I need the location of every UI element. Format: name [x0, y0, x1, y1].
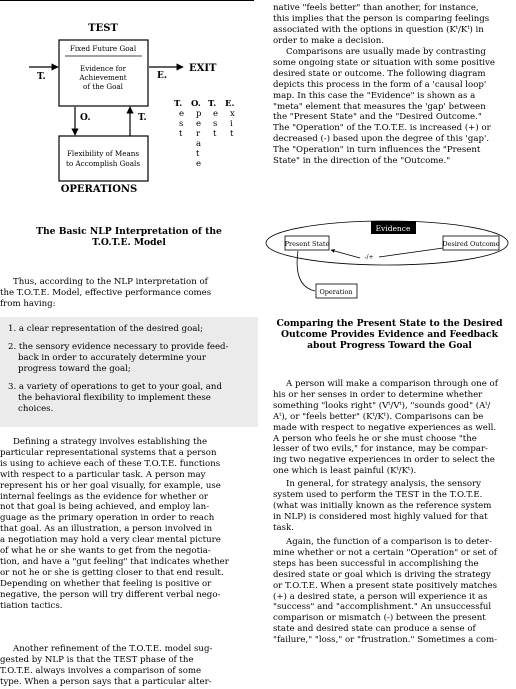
o-label: O.: [80, 113, 91, 123]
test-box-line: Evidence for: [79, 64, 127, 73]
acrostic-letter: t: [196, 149, 200, 159]
acrostic-letter: e: [196, 159, 202, 169]
top-rule: [0, 0, 254, 1]
text-line: native "feels better" than another, for instance,: [273, 3, 479, 13]
test-box-line: Achievement: [79, 73, 127, 82]
test-label: TEST: [88, 23, 118, 34]
t-in-label: T.: [37, 72, 46, 82]
list-item: [0, 342, 258, 375]
text-line: tion, and have a "gut feeling" that indicates whether: [0, 556, 229, 567]
acrostic-head: E.: [225, 99, 235, 109]
gap-arrow-left: [331, 250, 360, 258]
list-item-line: 1. a clear representation of the desired goal;: [8, 324, 204, 334]
text-line: some ongoing state or situation with some positive: [273, 57, 495, 68]
gap-line-right: [379, 248, 443, 257]
left-figure-caption: [0, 226, 258, 248]
strategy-paragraph: [0, 437, 258, 612]
text-line: ing two negative experiences in order to select the: [273, 455, 495, 466]
text-line: system used to perform the TEST in the T.O.T.E.: [273, 489, 483, 500]
text-line: "success" and "accomplishment." An unsuccessful: [273, 602, 492, 613]
text-line: Another refinement of the T.O.T.E. model sug-: [13, 644, 213, 654]
acrostic-letter: e: [196, 119, 202, 129]
text-line: gested by NLP is that the TEST phase of the: [0, 654, 194, 665]
text-line: one which is least painful (Kᵗ/Kᵗ).: [273, 466, 417, 477]
text-line: something "looks right" (Vᵗ/Vᵗ), "sounds good" (Aᵗ/: [273, 400, 491, 411]
list-item: [0, 382, 258, 415]
acrostic-letter: a: [196, 139, 202, 149]
list-item-line: 2. the sensory evidence necessary to provide feed-: [8, 342, 229, 352]
refinement-paragraph: [0, 644, 258, 688]
acrostic-letter: t: [230, 129, 234, 139]
text-line: type. When a person says that a particular alter-: [0, 676, 212, 687]
text-line: the T.O.T.E. Model, effective performance comes: [0, 287, 212, 298]
text-line: Thus, according to the NLP interpretation of: [13, 277, 208, 287]
text-line: particular representational systems that a person: [0, 447, 217, 458]
text-line: negative, the person will try different verbal nego-: [0, 589, 221, 600]
list-item-line: 3. a variety of operations to get to your goal, and: [8, 382, 222, 392]
acrostic-letter: t: [179, 129, 183, 139]
gap-sign-label: -/+: [364, 254, 374, 261]
list-item: [0, 324, 258, 335]
text-line: T.O.T.E. always involves a comparison of some: [0, 665, 202, 676]
test-box-line: of the Goal: [83, 82, 123, 91]
evidence-label: Evidence: [375, 224, 411, 233]
acrostic-letter: x: [230, 109, 235, 119]
text-line: or T.O.T.E. When a present state positively matches: [273, 580, 498, 591]
text-line: task.: [273, 522, 294, 533]
text-line: his or her senses in order to determine whether: [273, 389, 483, 400]
text-line: made with respect to negative experiences as well.: [273, 422, 497, 433]
text-line: A person will make a comparison through one of: [286, 379, 498, 389]
text-line: from having:: [0, 298, 56, 309]
text-line: State" in the direction of the "Outcome.": [273, 156, 451, 167]
acrostic-letter: e: [179, 109, 185, 119]
text-line: depicts this process in the form of a 'causal loop': [273, 79, 487, 90]
text-line: tiation tactics.: [0, 600, 63, 611]
text-line: "failure," "loss," or "frustration." Sometimes a com-: [273, 635, 497, 646]
list-item-line: the behavioral flexibility to implement these: [18, 392, 211, 403]
comparisons-paragraph: [273, 47, 516, 167]
text-line: that goal. As an illustration, a person involved in: [0, 524, 213, 535]
text-line: decreased (-) based upon the degree of this 'gap'.: [273, 134, 490, 145]
acrostic-letter: r: [196, 129, 201, 139]
text-line: the "Present State" and the "Desired Outcome.": [273, 112, 482, 123]
text-line: "meta" element that measures the 'gap' between: [273, 101, 486, 112]
text-line: lesser of two evils," for instance, may be compar-: [273, 444, 488, 455]
caption-line: T.O.T.E. Model: [92, 237, 166, 248]
senses-paragraph: [273, 379, 516, 477]
text-line: The "Operation" of the T.O.T.E. is increased (+) or: [273, 123, 491, 134]
exit-label: EXIT: [189, 63, 217, 74]
list-item-line: choices.: [18, 403, 54, 414]
text-line: internal feelings as the evidence for whether or: [0, 491, 208, 502]
text-line: In general, for strategy analysis, the sensory: [286, 479, 482, 489]
text-line: represent his or her goal visually, for example, use: [0, 480, 221, 491]
acrostic-head: T.: [174, 99, 183, 109]
acrostic-letter: e: [213, 109, 219, 119]
list-item-line: progress toward the goal;: [18, 363, 131, 374]
text-line: steps has been successful in accomplishing the: [273, 558, 479, 569]
acrostic-letter: p: [196, 109, 202, 119]
acrostic-letter: t: [213, 129, 217, 139]
text-line: a negotiation may hold a very clear mental picture: [0, 535, 221, 546]
present-state-label: Present State: [284, 240, 330, 248]
text-line: map. In this case the "Evidence" is shown as a: [273, 90, 476, 101]
text-line: or not he or she is getting closer to that end result.: [0, 567, 224, 578]
text-line: of what he or she wants to get from the negotia-: [0, 546, 211, 557]
acrostic-letter: s: [213, 119, 218, 129]
operation-label: Operation: [319, 288, 353, 296]
continuation-paragraph: [273, 3, 516, 47]
text-line: The "Operation" in turn influences the "Present: [273, 145, 481, 156]
intro-paragraph: [0, 277, 258, 310]
acrostic-head: T.: [208, 99, 217, 109]
text-line: comparison or mismatch (-) between the present: [273, 613, 486, 624]
text-line: this implies that the person is comparing feelings: [273, 13, 490, 24]
requirements-box: [0, 317, 258, 427]
operations-box-line: to Accomplish Goals: [65, 159, 141, 168]
text-line: A person who feels he or she must choose "the: [273, 433, 477, 444]
list-item-line: back in order to accurately determine your: [18, 352, 207, 363]
text-line: guage as the primary operation in order to reach: [0, 513, 215, 524]
comparison-function-paragraph: [273, 537, 516, 646]
text-line: associated with the options in question (Kᵗ/Kᵗ) in: [273, 24, 484, 35]
text-line: order to make a decision.: [273, 35, 384, 46]
operations-label: OPERATIONS: [60, 184, 138, 195]
acrostic-head: O.: [191, 99, 201, 109]
desired-outcome-label: Desired Outcome: [442, 240, 500, 248]
e-out-label: E.: [157, 71, 167, 81]
acrostic-letter: s: [179, 119, 184, 129]
right-figure-caption: [263, 318, 516, 351]
acrostic-letter: i: [230, 119, 233, 129]
tote-diagram: [0, 14, 258, 214]
text-line: is using to achieve each of these T.O.T.E. functions: [0, 458, 221, 469]
text-line: (what was initially known as the reference system: [273, 500, 492, 511]
text-line: with respect to a particular task. A person may: [0, 469, 206, 480]
strategy-analysis-paragraph: [273, 479, 516, 534]
text-line: mine whether or not a certain "Operation" or set of: [273, 547, 497, 558]
text-line: not that goal is being achieved, and employ lan-: [0, 502, 210, 513]
text-line: in NLP) is considered most highly valued for that: [273, 511, 488, 522]
caption-line: about Progress Toward the Goal: [307, 340, 472, 351]
caption-line: Outcome Provides Evidence and Feedback: [281, 329, 498, 340]
causal-loop-diagram: [263, 218, 516, 308]
operations-box-line: Flexibility of Means: [66, 149, 140, 158]
text-line: desired state or outcome. The following diagram: [273, 68, 486, 79]
text-line: state and desired state can produce a sense of: [273, 624, 476, 635]
caption-line: Comparing the Present State to the Desired: [276, 318, 503, 329]
tote-acrostic: [174, 99, 235, 169]
caption-line: The Basic NLP Interpretation of the: [36, 226, 222, 237]
t-return-label: T.: [138, 113, 147, 123]
text-line: Depending on whether that feeling is positive or: [0, 578, 212, 589]
operation-feedback-path: [297, 251, 315, 291]
text-line: Comparisons are usually made by contrasting: [286, 47, 486, 57]
text-line: desired state or goal which is driving the strategy: [273, 569, 491, 580]
test-box-line: Fixed Future Goal: [69, 44, 137, 53]
text-line: (+) a desired state, a person will experience it as: [273, 591, 488, 602]
text-line: Defining a strategy involves establishing the: [13, 437, 208, 447]
text-line: Again, the function of a comparison is to deter-: [286, 537, 492, 547]
text-line: Aᵗ), or "feels better" (Kᵗ/Kᵗ). Comparisons can be: [273, 411, 484, 422]
